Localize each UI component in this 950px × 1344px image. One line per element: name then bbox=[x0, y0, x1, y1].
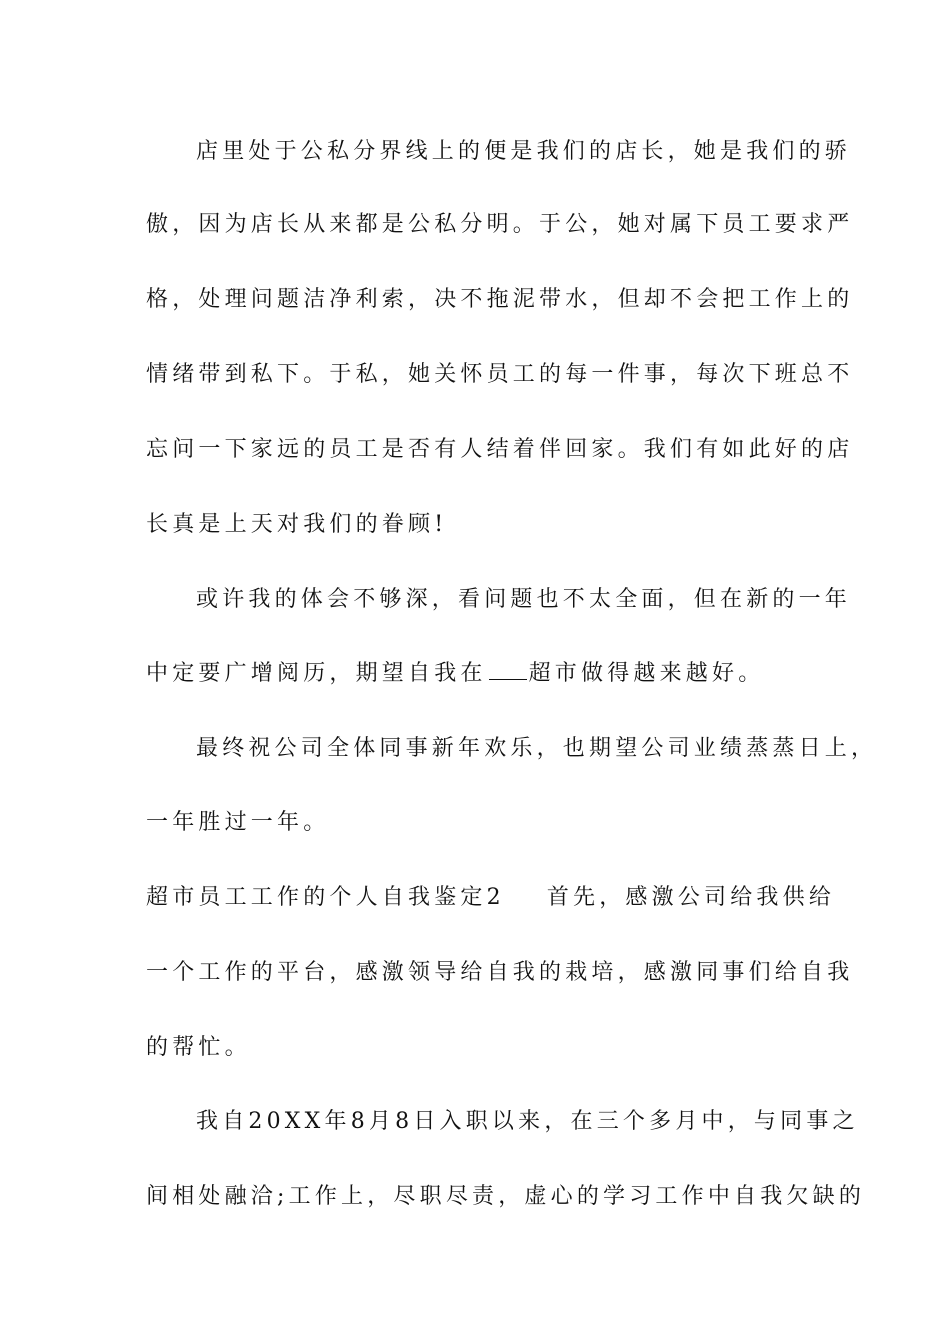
fill-in-blank bbox=[489, 659, 527, 680]
text-segment: 首先，感激公司给我供给 bbox=[546, 885, 836, 910]
text-line: 忘问一下家远的员工是否有人结着伴回家。我们有如此好的店 bbox=[146, 437, 854, 462]
text-line: 店里处于公私分界线上的便是我们的店长，她是我们的骄 bbox=[196, 139, 852, 164]
text-line: 一年胜过一年。 bbox=[146, 810, 330, 835]
text-segment: 中定要广增阅历，期望自我在 bbox=[146, 661, 487, 686]
text-line: 一个工作的平台，感激领导给自我的栽培，感激同事们给自我 bbox=[146, 960, 854, 985]
text-line: 的帮忙。 bbox=[146, 1035, 251, 1060]
section-heading: 超市员工工作的个人自我鉴定2 bbox=[146, 885, 505, 910]
text-line: 间相处融洽;工作上，尽职尽责，虚心的学习工作中自我欠缺的 bbox=[146, 1184, 866, 1209]
text-line: 最终祝公司全体同事新年欢乐，也期望公司业绩蒸蒸日上， bbox=[196, 736, 878, 761]
text-line: 情绪带到私下。于私，她关怀员工的每一件事，每次下班总不 bbox=[146, 362, 854, 387]
text-line: 我自20XX年8月8日入职以来，在三个多月中，与同事之 bbox=[196, 1109, 859, 1134]
section-heading-line bbox=[146, 883, 836, 913]
text-line-with-blank bbox=[146, 659, 826, 689]
text-line: 傲，因为店长从来都是公私分明。于公，她对属下员工要求严 bbox=[146, 212, 854, 237]
text-line: 格，处理问题洁净利索，决不拖泥带水，但却不会把工作上的 bbox=[146, 287, 854, 312]
text-line: 或许我的体会不够深，看问题也不太全面，但在新的一年 bbox=[196, 587, 852, 612]
text-line: 长真是上天对我们的眷顾! bbox=[146, 512, 448, 537]
text-segment: 超市做得越来越好。 bbox=[528, 661, 765, 686]
